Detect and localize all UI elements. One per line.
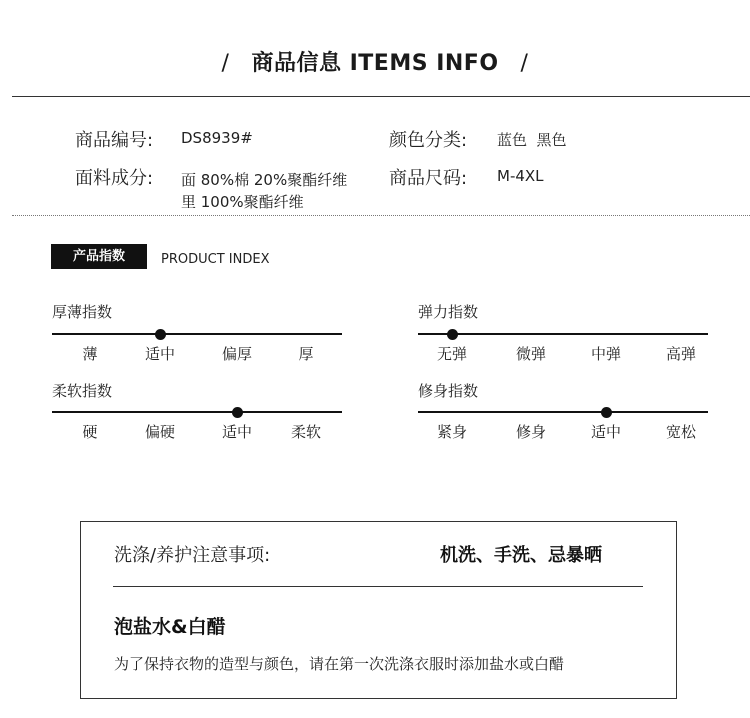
care-label: 洗涤/养护注意事项: xyxy=(114,545,271,566)
header-divider xyxy=(12,96,750,97)
scale-option: 偏厚 xyxy=(221,345,252,363)
product-code-label: 商品编号: xyxy=(75,130,154,151)
fabric-label: 面料成分: xyxy=(75,168,154,189)
product-index-badge: 产品指数 xyxy=(51,244,147,269)
scale-option: 紧身 xyxy=(436,423,467,441)
scale-option: 适中 xyxy=(144,345,175,363)
scale-option: 无弹 xyxy=(436,345,467,363)
title-slash-right: / xyxy=(520,51,529,76)
care-divider xyxy=(113,586,643,587)
scale-label: 弹力指数 xyxy=(418,303,479,321)
care-tip-text: 为了保持衣物的造型与颜色，请在第一次洗涤衣服时添加盐水或白醋 xyxy=(114,655,565,673)
page-title xyxy=(0,46,750,77)
scale-marker-dot xyxy=(601,407,612,418)
size-value: M-4XL xyxy=(497,167,544,185)
scale-line xyxy=(418,333,708,335)
title-slash-left: / xyxy=(221,51,230,76)
size-label: 商品尺码: xyxy=(389,168,468,189)
scale-option: 柔软 xyxy=(290,423,321,441)
care-tip-title: 泡盐水&白醋 xyxy=(114,616,226,638)
color-value: 蓝色 黑色 xyxy=(497,131,567,149)
product-index-title: PRODUCT INDEX xyxy=(161,252,270,267)
scale-option: 修身 xyxy=(515,423,546,441)
scale-line xyxy=(52,411,342,413)
scale-option: 薄 xyxy=(82,345,98,363)
product-code-value: DS8939# xyxy=(181,129,253,147)
fabric-value-line2: 里 100%聚酯纤维 xyxy=(181,193,304,211)
care-methods: 机洗、手洗、忌暴晒 xyxy=(440,545,602,566)
scale-marker-dot xyxy=(155,329,166,340)
color-label: 颜色分类: xyxy=(389,130,468,151)
scale-option: 高弹 xyxy=(665,345,696,363)
scale-marker-dot xyxy=(232,407,243,418)
scale-option: 硬 xyxy=(82,423,98,441)
scale-option: 适中 xyxy=(590,423,621,441)
scale-option: 适中 xyxy=(221,423,252,441)
scale-marker-dot xyxy=(447,329,458,340)
fabric-value-line1: 面 80%棉 20%聚酯纤维 xyxy=(181,171,348,189)
info-divider xyxy=(12,215,750,216)
scale-line xyxy=(52,333,342,335)
scale-option: 偏硬 xyxy=(144,423,175,441)
scale-option: 宽松 xyxy=(665,423,696,441)
scale-option: 中弹 xyxy=(590,345,621,363)
scale-label: 柔软指数 xyxy=(52,382,113,400)
scale-line xyxy=(418,411,708,413)
scale-label: 修身指数 xyxy=(418,382,479,400)
title-text: 商品信息 ITEMS INFO xyxy=(251,51,499,76)
scale-option: 厚 xyxy=(298,345,314,363)
scale-option: 微弹 xyxy=(515,345,546,363)
scale-label: 厚薄指数 xyxy=(52,303,113,321)
